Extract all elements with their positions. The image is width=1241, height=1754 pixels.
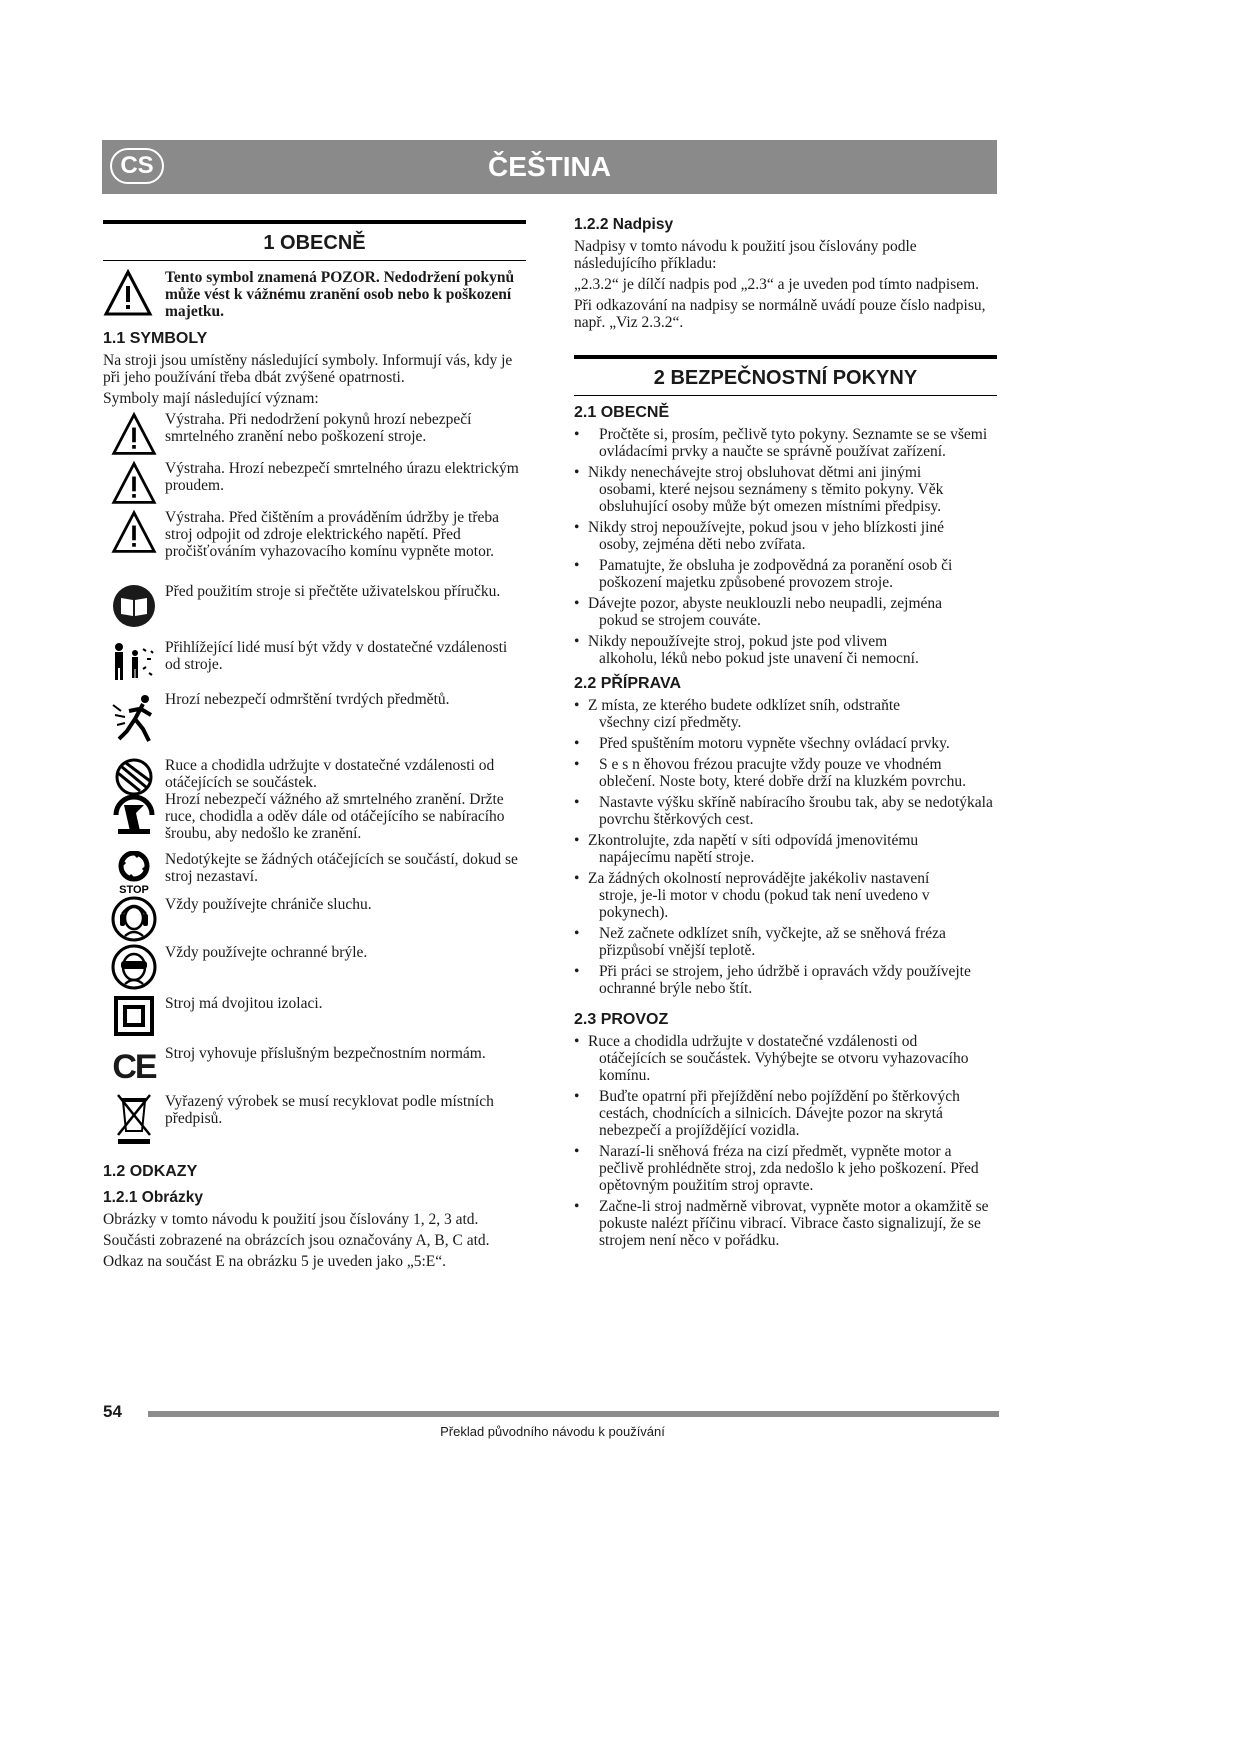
section-1-1-heading: 1.1 SYMBOLY: [103, 330, 208, 347]
bullet: •: [574, 756, 580, 773]
safety-glasses-icon: [103, 944, 165, 990]
list-item-continuation: stroje, je-li motor v chodu (pokud tak není uvedeno v pokynech).: [599, 887, 930, 921]
list-item-text: Nikdy stroj nepoužívejte, pokud jsou v jeho blízkosti jiné: [588, 519, 945, 536]
symbol-row: [103, 691, 526, 757]
banner-title: ČEŠTINA: [488, 151, 611, 182]
symbol-text: Stroj vyhovuje příslušným bezpečnostním normám.: [165, 1045, 486, 1062]
list-item: [574, 1198, 997, 1249]
list-item-text: Při práci se strojem, jeho údržbě i opravách vždy používejte ochranné brýle nebo štít.: [599, 963, 971, 997]
bullet: •: [574, 963, 580, 980]
list-item-text: Před spuštěním motoru vypněte všechny ovládací prvky.: [599, 735, 950, 752]
list-item: [574, 735, 997, 752]
symbol-text: Výstraha. Při nedodržení pokynů hrozí nebezpečí smrtelného zranění nebo poškození stroje.: [165, 411, 472, 445]
symbol-text: Přihlížející lidé musí být vždy v dostatečné vzdálenosti od stroje.: [165, 639, 508, 673]
footer-caption: Překlad původního návodu k používání: [440, 1424, 665, 1439]
symbol-row: [103, 1093, 526, 1155]
list-item: [574, 595, 997, 629]
list-item: [574, 794, 997, 828]
symbol-row: [103, 851, 526, 896]
symbol-text: Výstraha. Před čištěním a prováděním údržby je třeba stroj odpojit od zdroje elektrického napětí. Před pročišťováním vyhazovacího komínu vypněte motor.: [165, 509, 499, 560]
list-item-text: Pročtěte si, prosím, pečlivě tyto pokyny. Seznamte se se všemi ovládacími prvky a naučte se správně používat zařízení.: [599, 426, 988, 460]
stop-label: STOP: [119, 884, 149, 895]
caution-note: [103, 269, 526, 322]
list-item-text: Nikdy nenechávejte stroj obsluhovat dětmi ani jinými: [588, 464, 922, 481]
section-1-heading: 1 OBECNĚ: [103, 220, 526, 261]
symbol-row: [103, 639, 526, 691]
list-item-text: Z místa, ze kterého budete odklízet sníh, odstraňte: [588, 697, 901, 714]
ce-mark: CE: [112, 1048, 156, 1086]
list-item: [574, 464, 997, 515]
list-item: [574, 1033, 997, 1084]
symbol-list: [103, 411, 526, 1155]
headings-p3: Při odkazování na nadpisy se normálně uvádí pouze číslo nadpisu, např. „Viz 2.3.2“.: [574, 297, 986, 331]
list-item-text: Ruce a chodidla udržujte v dostatečné vzdálenosti od: [588, 1033, 918, 1050]
section-2-3-heading: 2.3 PROVOZ: [574, 1011, 669, 1028]
section-2-1-heading: 2.1 OBECNĚ: [574, 404, 670, 421]
bullet: •: [574, 735, 580, 752]
list-item-text: Zkontrolujte, zda napětí v síti odpovídá jmenovitému: [588, 832, 919, 849]
figures-p1: Obrázky v tomto návodu k použití jsou číslovány 1, 2, 3 atd.: [103, 1211, 479, 1228]
list-item-text: Nikdy nepoužívejte stroj, pokud jste pod vlivem: [588, 633, 888, 650]
symbol-row: [103, 995, 526, 1045]
list-item: [574, 633, 997, 667]
bullet: •: [574, 557, 580, 574]
list-item: [574, 756, 997, 790]
list-item-continuation: napájecímu napětí stroje.: [599, 849, 755, 866]
list-item-text: Nastavte výšku skříně nabíracího šroubu tak, aby se nedotýkala povrchu štěrkových cest.: [599, 794, 993, 828]
list-item: [574, 557, 997, 591]
list-item: [574, 697, 997, 731]
symbol-row: [103, 509, 526, 583]
list-item-continuation: všechny cizí předměty.: [599, 714, 742, 731]
warning-triangle-icon: [103, 269, 165, 322]
symbol-text: Výstraha. Hrozí nebezpečí smrtelného úrazu elektrickým proudem.: [165, 460, 519, 494]
symbols-intro-meaning: Symboly mají následující význam:: [103, 390, 319, 407]
symbol-text: Vždy používejte chrániče sluchu.: [165, 896, 372, 913]
ear-protection-icon: [103, 896, 165, 942]
symbol-row: [103, 757, 526, 791]
list-item-text: Narazí-li sněhová fréza na cizí předmět, vypněte motor a pečlivě prohlédněte stroj, zda nedošlo k jeho poškození. Před opětovným použitím stroj opravte.: [599, 1143, 979, 1194]
bullet: •: [574, 464, 580, 481]
list-item-text: S e s n ěhovou frézou pracujte vždy pouze ve vhodném oblečení. Noste boty, které dobře drží na kluzkém povrchu.: [599, 756, 966, 790]
bullet: •: [574, 633, 580, 650]
symbol-text: Ruce a chodidla udržujte v dostatečné vzdálenosti od otáčejících se součástek.: [165, 757, 495, 791]
bullet: •: [574, 1088, 580, 1105]
symbol-row: [103, 460, 526, 509]
preparation-list: [574, 697, 997, 997]
symbol-row: [103, 791, 526, 851]
symbol-text: Nedotýkejte se žádných otáčejících se součástí, dokud se stroj nezastaví.: [165, 851, 518, 885]
list-item-text: Pamatujte, že obsluha je zodpovědná za poranění osob či poškození majetku způsobené provozem stroje.: [599, 557, 953, 591]
section-1-2-1-heading: 1.2.1 Obrázky: [103, 1189, 203, 1206]
list-item-continuation: pokud se strojem couváte.: [599, 612, 761, 629]
symbol-text: Před použitím stroje si přečtěte uživatelskou příručku.: [165, 583, 501, 600]
symbol-text: Hrozí nebezpečí vážného až smrtelného zranění. Držte ruce, chodidla a oděv dále od otáčejícího se nabíracího šroubu, aby nedošlo ke zranění.: [165, 791, 505, 842]
symbols-intro: Na stroji jsou umístěny následující symboly. Informují vás, kdy je při jeho používání třeba dbát zvýšené opatrnosti.: [103, 352, 513, 386]
general-safety-list: [574, 426, 997, 667]
symbol-row: [103, 896, 526, 944]
list-item-text: Za žádných okolností neprovádějte jakékoliv nastavení: [588, 870, 930, 887]
warning-triangle-icon: [103, 411, 165, 457]
bullet: •: [574, 697, 580, 714]
read-manual-icon: [103, 583, 165, 629]
headings-p1: Nadpisy v tomto návodu k použití jsou číslovány podle následujícího příkladu:: [574, 238, 917, 272]
symbol-row: [103, 944, 526, 995]
footer-rule: [148, 1411, 999, 1417]
list-item-continuation: osobami, které nejsou seznámeny s těmito pokyny. Věk obsluhující osoby může být omezen místními předpisy.: [599, 481, 944, 515]
symbol-row: [103, 1045, 526, 1093]
bullet: •: [574, 870, 580, 887]
double-insulation-icon: [103, 995, 165, 1037]
list-item-continuation: otáčejících se součástek. Vyhýbejte se otvoru vyhazovacího komínu.: [599, 1050, 969, 1084]
bullet: •: [574, 794, 580, 811]
list-item-continuation: alkoholu, léků nebo pokud jste unavení či nemocní.: [599, 650, 919, 667]
headings-p2: „2.3.2“ je dílčí nadpis pod „2.3“ a je uveden pod tímto nadpisem.: [574, 276, 980, 293]
symbol-text: Hrozí nebezpečí odmrštění tvrdých předmětů.: [165, 691, 450, 708]
language-badge: CS: [110, 148, 164, 184]
figures-p3: Odkaz na součást E na obrázku 5 je uveden jako „5:E“.: [103, 1253, 447, 1270]
symbol-row: [103, 583, 526, 639]
figures-p2: Součásti zobrazené na obrázcích jsou označovány A, B, C atd.: [103, 1232, 490, 1249]
symbol-text: Vždy používejte ochranné brýle.: [165, 944, 368, 961]
list-item: [574, 519, 997, 553]
list-item-text: Začne-li stroj nadměrně vibrovat, vypněte motor a okamžitě se pokuste nalézt příčinu vibrací. Vibrace často signalizují, že se strojem není něco v pořádku.: [599, 1198, 989, 1249]
list-item: [574, 870, 997, 921]
stop-rotation-icon: [103, 851, 165, 895]
bullet: •: [574, 1033, 580, 1050]
list-item-text: Dávejte pozor, abyste neuklouzli nebo neupadli, zejména: [588, 595, 943, 612]
operation-list: [574, 1033, 997, 1249]
recycle-bin-icon: [103, 1093, 165, 1145]
bullet: •: [574, 595, 580, 612]
section-1-2-heading: 1.2 ODKAZY: [103, 1163, 198, 1180]
warning-triangle-icon: [103, 509, 165, 555]
bullet: •: [574, 832, 580, 849]
symbol-text: Stroj má dvojitou izolaci.: [165, 995, 323, 1012]
list-item: [574, 426, 997, 460]
ce-mark-icon: [103, 1045, 165, 1089]
warning-triangle-icon: [103, 460, 165, 506]
symbol-text: Vyřazený výrobek se musí recyklovat podle místních předpisů.: [165, 1093, 494, 1127]
bullet: •: [574, 1143, 580, 1160]
list-item: [574, 1143, 997, 1194]
right-column: [574, 212, 997, 1253]
auger-hand-icon: [103, 791, 165, 839]
thrown-objects-icon: [103, 691, 165, 743]
left-column: [103, 212, 526, 1274]
bullet: •: [574, 519, 580, 536]
bullet: •: [574, 426, 580, 443]
section-1-2-2-heading: 1.2.2 Nadpisy: [574, 216, 674, 233]
list-item: [574, 963, 997, 997]
bullet: •: [574, 925, 580, 942]
section-2-heading: 2 BEZPEČNOSTNÍ POKYNY: [574, 355, 997, 396]
page-number: 54: [103, 1402, 122, 1421]
list-item: [574, 925, 997, 959]
bullet: •: [574, 1198, 580, 1215]
section-2-2-heading: 2.2 PŘÍPRAVA: [574, 675, 681, 692]
bystanders-icon: [103, 639, 165, 683]
list-item-text: Buďte opatrní při přejíždění nebo pojíždění po štěrkových cestách, chodnících a silnicích. Dávejte pozor na skrytá nebezpečí a projíždějící vozidla.: [599, 1088, 960, 1139]
symbol-row: [103, 411, 526, 460]
list-item-continuation: osoby, zejména děti nebo zvířata.: [599, 536, 806, 553]
caution-text: Tento symbol znamená POZOR. Nedodržení pokynů může vést k vážnému zranění osob nebo k poškození majetku.: [165, 269, 515, 320]
language-banner: [102, 140, 997, 194]
list-item: [574, 832, 997, 866]
list-item: [574, 1088, 997, 1139]
list-item-text: Než začnete odklízet sníh, vyčkejte, až se sněhová fréza přizpůsobí vnější teplotě.: [599, 925, 946, 959]
